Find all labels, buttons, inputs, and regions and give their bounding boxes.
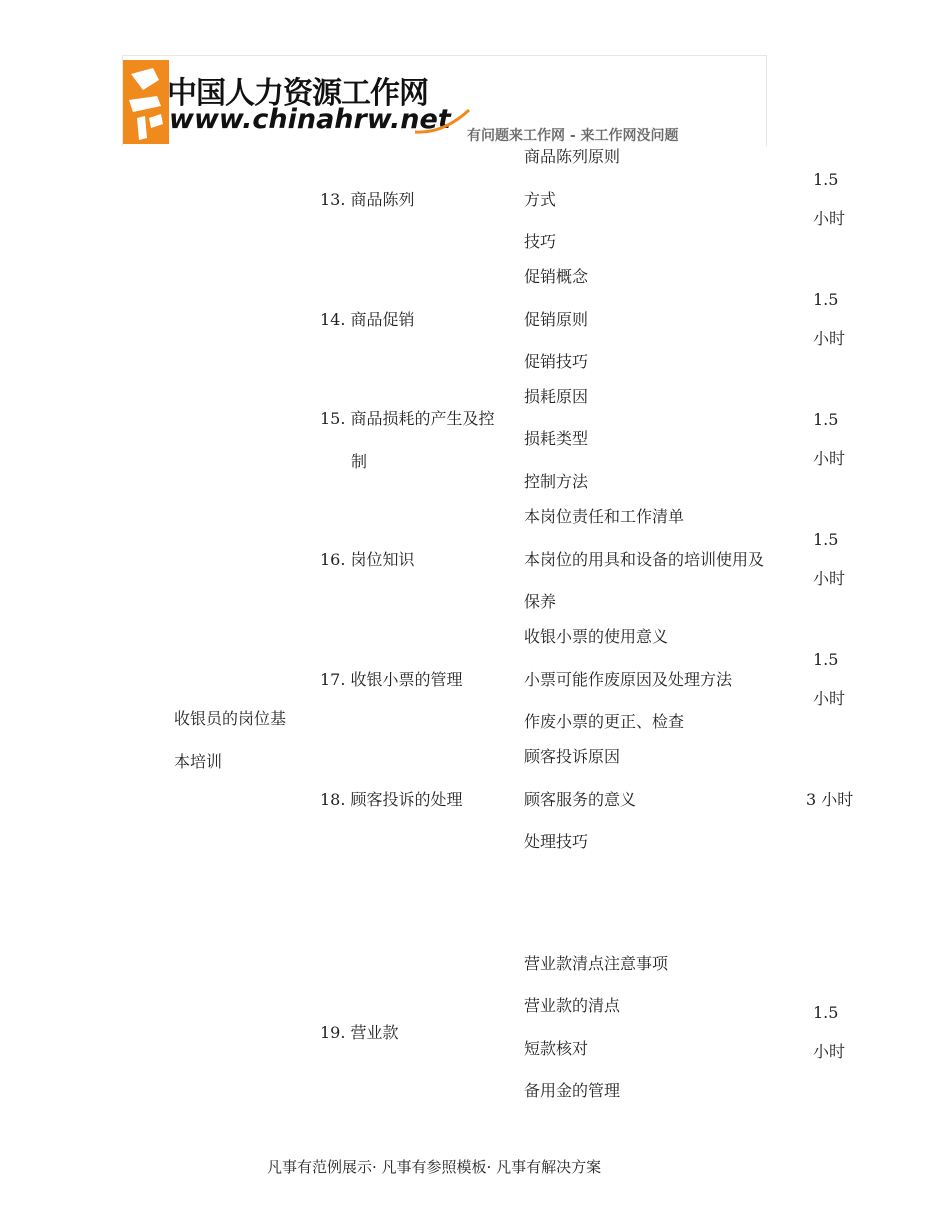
- logo-title: 中国人力资源工作网: [167, 76, 428, 111]
- hours-value: 1.5: [813, 1003, 839, 1022]
- content-item: 处理技巧: [524, 832, 589, 851]
- content-item: 顾客投诉原因: [524, 747, 621, 766]
- content-item: 促销原则: [524, 310, 589, 329]
- content-item: 方式: [524, 190, 557, 209]
- topic-label: 15. 商品损耗的产生及控: [320, 409, 495, 428]
- topic-label: 14. 商品促销: [320, 310, 415, 329]
- hours-unit: 小时: [813, 329, 846, 348]
- hours-value: 1.5: [813, 530, 839, 549]
- hours-unit: 小时: [813, 569, 846, 588]
- content-item: 本岗位责任和工作清单: [524, 507, 685, 526]
- page-footer: 凡事有范例展示· 凡事有参照模板· 凡事有解决方案: [267, 1158, 602, 1176]
- hours-unit: 小时: [813, 689, 846, 708]
- content-item: 损耗类型: [524, 429, 589, 448]
- content-item: 作废小票的更正、检查: [524, 712, 685, 731]
- topic-label-continued: 制: [351, 452, 368, 471]
- content-item: 保养: [524, 592, 557, 611]
- topic-label: 18. 顾客投诉的处理: [320, 790, 463, 809]
- hours-value: 1.5: [813, 170, 839, 189]
- content-item: 收银小票的使用意义: [524, 627, 669, 646]
- content-item: 营业款清点注意事项: [524, 954, 669, 973]
- topic-label: 16. 岗位知识: [320, 550, 415, 569]
- logo-url: www.chinahrw.net: [169, 104, 451, 135]
- category-label-line-1: 收银员的岗位基: [174, 709, 287, 728]
- content-item: 促销概念: [524, 267, 589, 286]
- hours-value: 1.5: [813, 410, 839, 429]
- content-item: 损耗原因: [524, 387, 589, 406]
- topic-label: 19. 营业款: [320, 1023, 399, 1042]
- category-label-line-2: 本培训: [174, 752, 223, 771]
- content-item: 营业款的清点: [524, 996, 621, 1015]
- content-item: 小票可能作废原因及处理方法: [524, 670, 733, 689]
- logo-icon: [123, 60, 169, 144]
- content-item: 本岗位的用具和设备的培训使用及: [524, 550, 765, 569]
- content-item: 商品陈列原则: [524, 147, 621, 166]
- content-item: 促销技巧: [524, 352, 589, 371]
- header-banner: [122, 55, 767, 146]
- hours-value: 3 小时: [806, 790, 854, 809]
- topic-label: 13. 商品陈列: [320, 190, 415, 209]
- content-item: 短款核对: [524, 1039, 589, 1058]
- hours-value: 1.5: [813, 650, 839, 669]
- banner-slogan: 有问题来工作网 - 来工作网没问题: [467, 128, 679, 144]
- hours-value: 1.5: [813, 290, 839, 309]
- hours-unit: 小时: [813, 1042, 846, 1061]
- hours-unit: 小时: [813, 209, 846, 228]
- content-item: 备用金的管理: [524, 1081, 621, 1100]
- topic-label: 17. 收银小票的管理: [320, 670, 463, 689]
- hours-unit: 小时: [813, 449, 846, 468]
- content-item: 顾客服务的意义: [524, 790, 637, 809]
- content-item: 控制方法: [524, 472, 589, 491]
- swoosh-icon: [413, 106, 473, 136]
- content-item: 技巧: [524, 232, 557, 251]
